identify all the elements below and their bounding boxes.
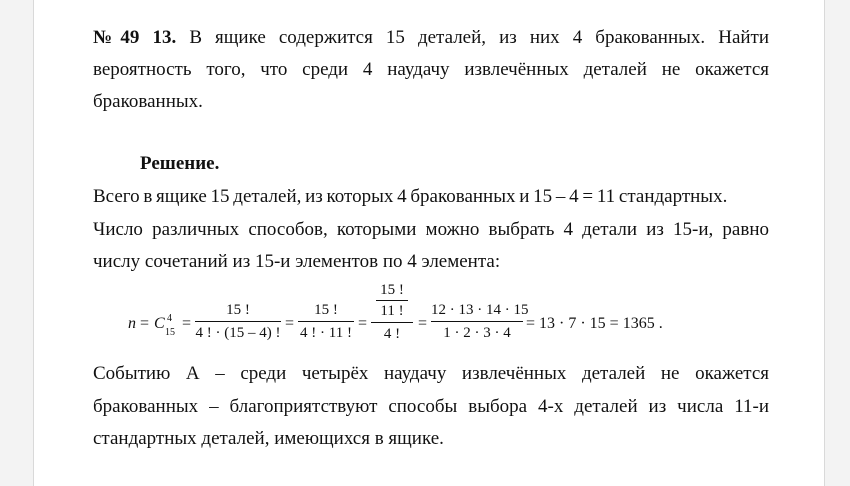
fraction-2-numerator: 15 ! <box>314 302 338 318</box>
solution-line-2: Число различных способов, которыми можно выбрать 4 детали из 15-и, равно <box>93 219 769 240</box>
formula-C-sup: 4 <box>167 313 172 324</box>
problem-line-2: вероятность того, что среди 4 наудачу извлечённых деталей не окажется <box>93 59 769 80</box>
formula-eq-3: = <box>285 315 295 332</box>
solution-heading: Решение. <box>140 153 220 174</box>
fraction-1 <box>195 301 281 342</box>
fraction-3-denominator: 4 ! <box>383 326 401 342</box>
formula-C: C <box>154 315 165 332</box>
problem-line-3: бракованных. <box>93 91 203 112</box>
fraction-4 <box>431 301 529 342</box>
problem-line-1 <box>93 26 769 50</box>
event-line-1: Событию А – среди четырёх наудачу извлечённых деталей не окажется <box>93 363 769 384</box>
fraction-3-inner-denominator: 11 ! <box>380 303 404 319</box>
event-line-3: стандартных деталей, имеющихся в ящике. <box>93 428 444 449</box>
formula-C-sub: 15 <box>165 327 175 338</box>
fraction-1-denominator: 4 ! · (15 – 4) ! <box>195 325 281 341</box>
formula-eq-5: = <box>418 315 428 332</box>
fraction-4-denominator: 1 · 2 · 3 · 4 <box>443 325 511 341</box>
fraction-4-numerator: 12 · 13 · 14 · 15 <box>431 302 529 318</box>
problem-text-1: В ящике содержится 15 деталей, из них 4 бракованных. Найти <box>189 27 770 48</box>
formula-eq-2: = <box>182 315 192 332</box>
fraction-2-denominator: 4 ! · 11 ! <box>300 325 352 341</box>
fraction-3-inner-numerator: 15 ! <box>380 282 404 298</box>
event-line-2: бракованных – благоприятствуют способы выбора 4-х деталей из числа 11-и <box>93 396 769 417</box>
formula-result: = 13 · 7 · 15 = 1365 . <box>526 315 663 332</box>
formula-eq-4: = <box>358 315 368 332</box>
fraction-1-numerator: 15 ! <box>226 302 250 318</box>
fraction-3 <box>374 281 410 343</box>
solution-line-1: Всего в ящике 15 деталей, из которых 4 бракованных и 15 – 4 = 11 стандартных. <box>93 186 728 207</box>
fraction-2 <box>298 301 354 342</box>
solution-line-3: числу сочетаний из 15-и элементов по 4 элемента: <box>93 251 501 272</box>
problem-number: №49 13. <box>93 27 177 48</box>
formula-eq-1: = <box>140 315 150 332</box>
formula-n: n <box>128 315 136 332</box>
